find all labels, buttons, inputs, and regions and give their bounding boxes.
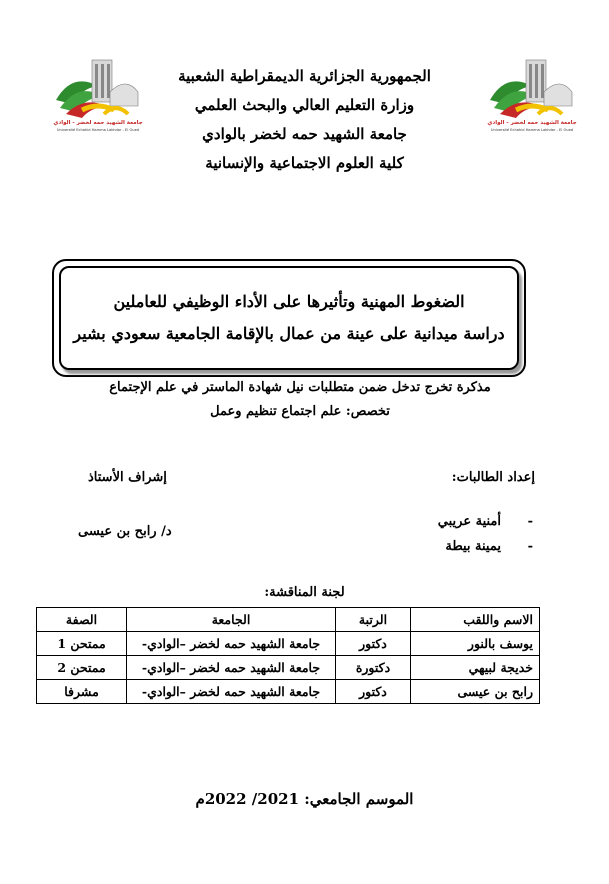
student-name: يمينة بيطة <box>445 539 501 554</box>
thesis-subtitle: دراسة ميدانية على عينة من عمال بالإقامة الجامعية سعودي بشير <box>73 324 505 343</box>
member-name: يوسف بالنور <box>411 632 540 656</box>
table-row <box>37 680 540 704</box>
member-rank: دكتور <box>336 680 411 704</box>
institution-header <box>150 62 459 178</box>
title-frame-inner <box>59 266 519 370</box>
member-name: خديجة لبيهي <box>411 656 540 680</box>
logo-caption-ar: جامعة الشهيد حمه لخضر - الوادي <box>53 120 143 126</box>
supervisor-label: إشراف الأستاذ <box>88 470 167 485</box>
university-logo-right <box>486 52 578 136</box>
university-logo-left <box>52 52 144 136</box>
member-role: مشرفا <box>37 680 127 704</box>
prepared-by-label: إعداد الطالبات: <box>451 470 535 485</box>
committee-table <box>36 607 540 704</box>
logo-caption-en: Université Echahid Hamma Lakhdar - El Oued <box>490 128 574 132</box>
title-frame <box>52 259 526 377</box>
header-name: الاسم واللقب <box>411 608 540 632</box>
logo-caption-ar: جامعة الشهيد حمه لخضر - الوادي <box>487 120 577 126</box>
member-university: جامعة الشهيد حمه لخضر –الوادي- <box>127 632 336 656</box>
member-role: ممتحن 1 <box>37 632 127 656</box>
header-ministry: وزارة التعليم العالي والبحث العلمي <box>194 96 415 114</box>
thesis-purpose: مذكرة تخرج تدخل ضمن متطلبات نيل شهادة الماستر في علم الإجتماع <box>109 380 491 395</box>
logo-caption-en: Université Echahid Hamma Lakhdar - El Oued <box>56 128 140 132</box>
supervisor-name: د/ رابح بن عيسى <box>78 524 172 539</box>
member-rank: دكتور <box>336 632 411 656</box>
thesis-specialty: تخصص: علم اجتماع تنظيم وعمل <box>210 404 390 419</box>
academic-year: الموسم الجامعي: 2021/ 2022م <box>195 790 414 808</box>
member-university: جامعة الشهيد حمه لخضر –الوادي- <box>127 656 336 680</box>
header-university: الجامعة <box>127 608 336 632</box>
header-faculty: كلية العلوم الاجتماعية والإنسانية <box>205 154 404 172</box>
header-university: جامعة الشهيد حمه لخضر بالوادي <box>202 125 407 143</box>
list-dash: - <box>527 514 533 529</box>
header-role: الصفة <box>37 608 127 632</box>
member-role: ممتحن 2 <box>37 656 127 680</box>
table-row <box>37 656 540 680</box>
student-item <box>438 514 533 529</box>
student-item <box>445 539 533 554</box>
member-name: رابح بن عيسى <box>411 680 540 704</box>
student-name: أمنية عريبي <box>437 514 501 529</box>
member-university: جامعة الشهيد حمه لخضر –الوادي- <box>127 680 336 704</box>
header-rank: الرتبة <box>336 608 411 632</box>
header-republic: الجمهورية الجزائرية الديمقراطية الشعبية <box>178 67 431 85</box>
committee-label: لجنة المناقشة: <box>264 585 345 600</box>
list-dash: - <box>527 539 533 554</box>
table-header-row <box>37 608 540 632</box>
thesis-title: الضغوط المهنية وتأثيرها على الأداء الوظيفي للعاملين <box>113 292 465 311</box>
member-rank: دكتورة <box>336 656 411 680</box>
table-row <box>37 632 540 656</box>
